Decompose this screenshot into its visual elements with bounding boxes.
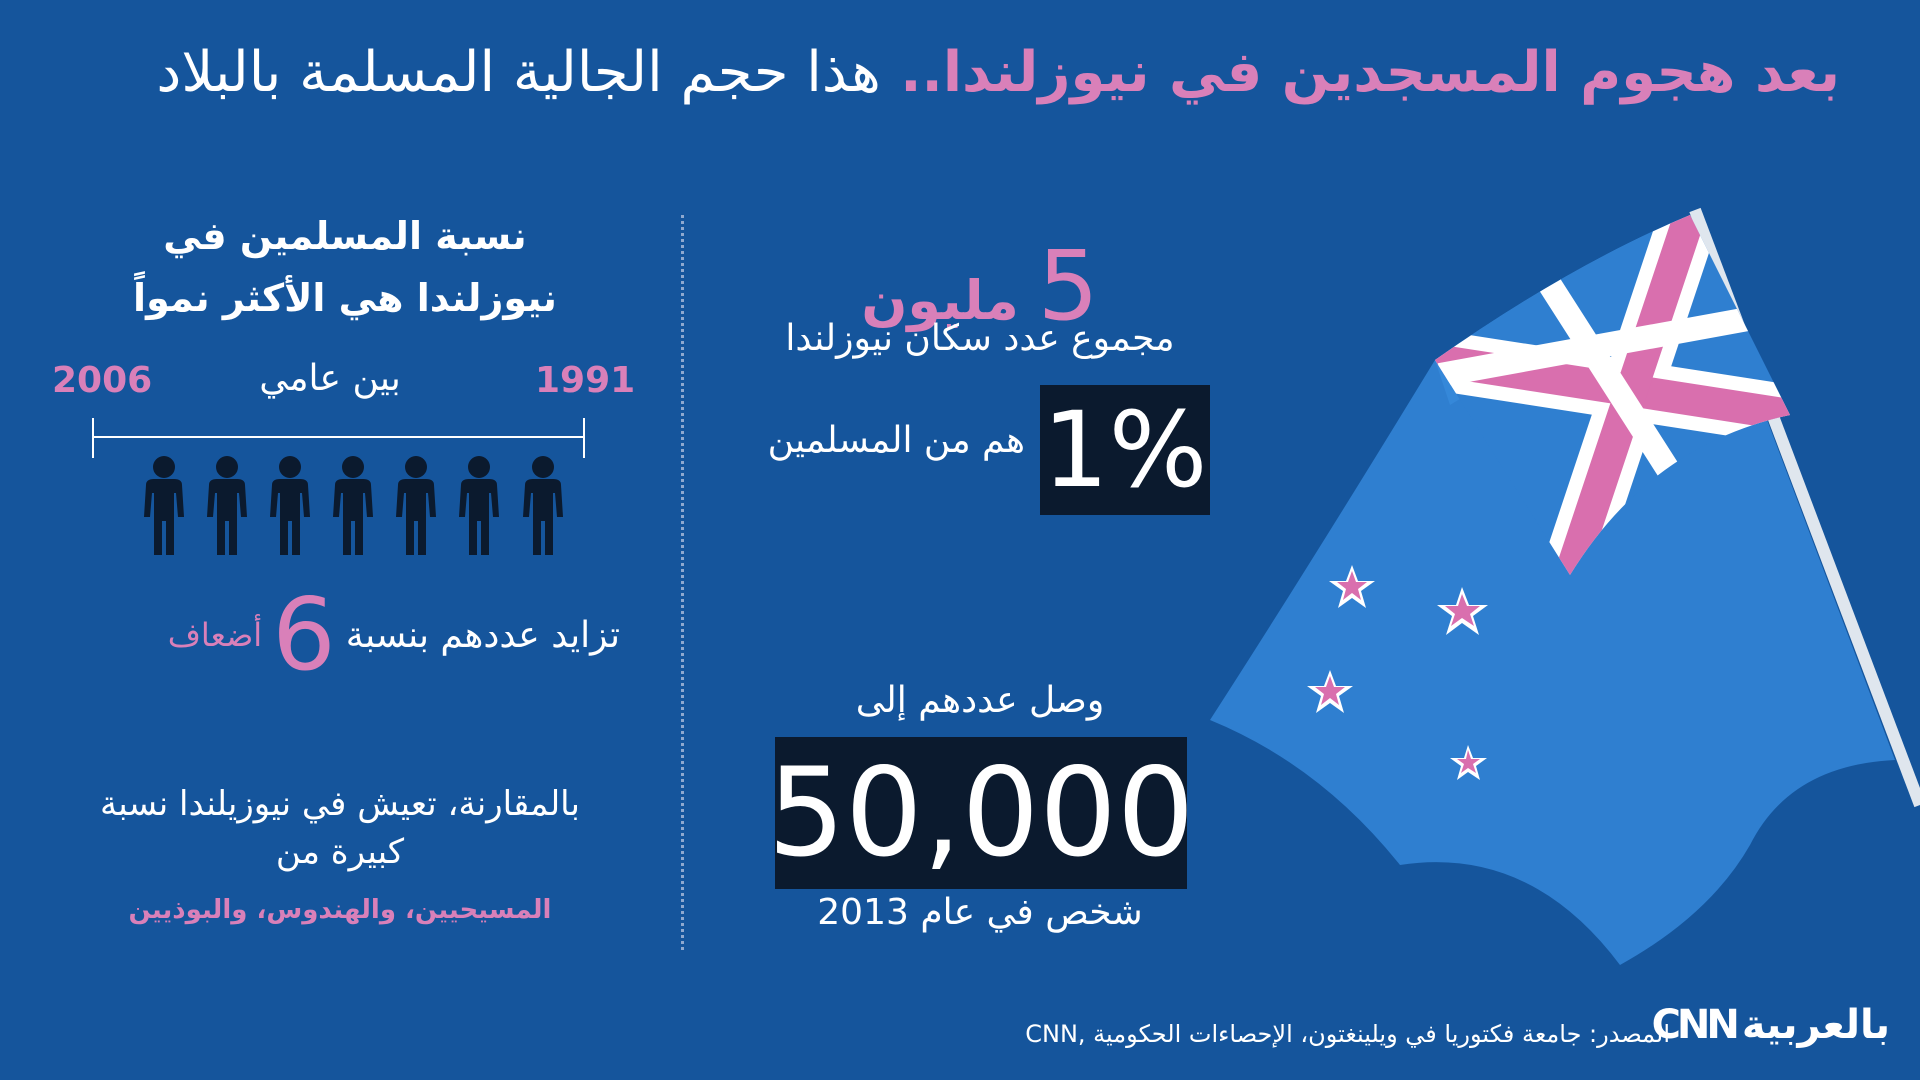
comparison-line2: كبيرة من <box>275 832 405 872</box>
source-text: المصدر: جامعة فكتوريا في ويلينغتون، الإحصاءات الحكومية ,CNN <box>1025 1020 1670 1048</box>
timeline-tick-left <box>92 418 94 458</box>
growth-heading <box>110 205 580 329</box>
column-divider <box>681 215 684 950</box>
growth-unit: أضعاف <box>167 616 263 654</box>
cnn-arabic-logo <box>1651 995 1890 1055</box>
person-icon <box>390 455 442 555</box>
muslim-count-box <box>767 737 1195 889</box>
religions-list: المسيحيين، والهندوس، والبوذيين <box>128 895 552 925</box>
person-icon <box>453 455 505 555</box>
muslim-label: هم من المسلمين <box>767 420 1025 461</box>
title-rest: هذا حجم الجالية المسلمة بالبلاد <box>156 40 881 105</box>
year-start: 1991 <box>535 360 636 401</box>
title-highlight: بعد هجوم المسجدين في نيوزلندا.. <box>900 40 1840 105</box>
timeline-line <box>92 436 585 438</box>
muslim-count: 50,000 <box>767 742 1195 884</box>
comparison-line1: بالمقارنة، تعيش في نيوزيلندا نسبة <box>99 784 581 824</box>
person-icon <box>138 455 190 555</box>
population-number: 5 <box>1037 230 1099 342</box>
growth-value: 6 <box>272 576 336 693</box>
year-end: 2006 <box>52 360 153 401</box>
logo-cnn: CNN <box>1651 1002 1736 1048</box>
growth-text: تزايد عددهم بنسبة <box>345 614 620 656</box>
comparison-text <box>70 780 610 876</box>
new-zealand-flag <box>1150 205 1920 965</box>
timeline-tick-right <box>583 418 585 458</box>
person-icon <box>517 455 569 555</box>
growth-heading-line2: نيوزلندا هي الأكثر نمواً <box>133 276 557 320</box>
growth-stat <box>50 576 620 693</box>
person-icon <box>264 455 316 555</box>
logo-arabic: بالعربية <box>1741 1002 1890 1048</box>
between-label: بين عامي <box>259 358 401 399</box>
people-icons <box>138 455 575 559</box>
muslim-percentage: 1% <box>1042 389 1208 511</box>
person-icon <box>327 455 379 555</box>
person-icon <box>201 455 253 555</box>
year-label: شخص في عام 2013 <box>817 892 1143 933</box>
population-label: مجموع عدد سكان نيوزلندا <box>785 318 1175 359</box>
growth-heading-line1: نسبة المسلمين في <box>163 214 527 258</box>
page-title <box>60 40 1840 105</box>
population-unit: مليون <box>861 269 1019 332</box>
reach-label: وصل عددهم إلى <box>855 680 1105 721</box>
